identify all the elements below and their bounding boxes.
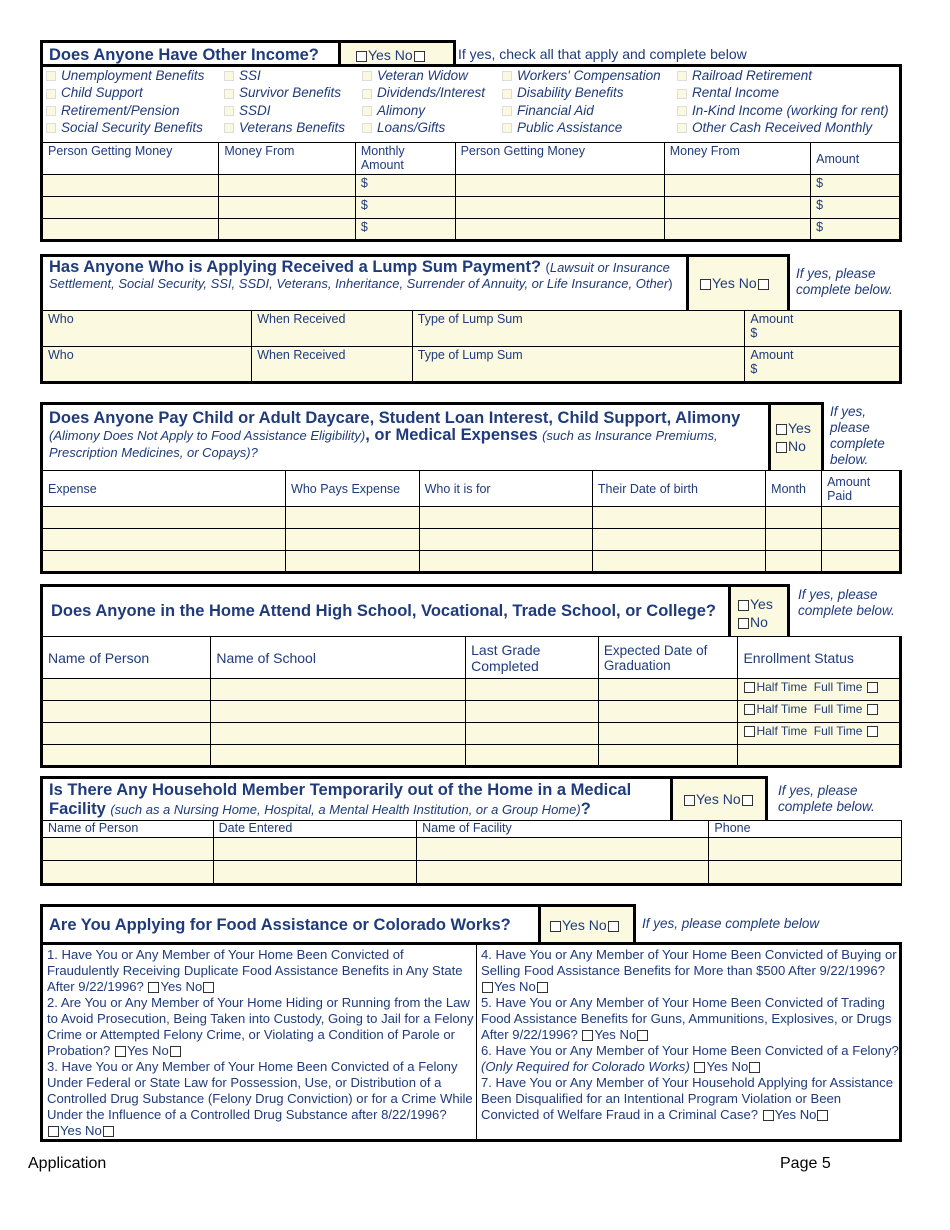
income-type-option[interactable] [502, 84, 661, 101]
type-lump-sum-cell[interactable]: Type of Lump Sum [412, 347, 745, 383]
cell-input[interactable] [419, 529, 592, 551]
cell-input[interactable] [419, 507, 592, 529]
col-who-pays: Who Pays Expense [286, 471, 420, 507]
table-row [42, 529, 901, 551]
full-time-checkbox[interactable] [867, 726, 878, 737]
income-type-checkbox[interactable] [502, 71, 512, 81]
income-type-column [224, 67, 345, 136]
income-type-checkbox[interactable] [224, 106, 234, 116]
cell-input[interactable] [664, 175, 810, 197]
cell-input[interactable] [42, 197, 219, 219]
cell-input[interactable] [466, 679, 599, 701]
lump-sum-subtitle: Lawsuit or Insurance Settlement, Social Security, SSI, SSDI, Veterans, Inheritance, Surrender of Annuity, or Life Insurance, Other [49, 260, 670, 291]
income-type-option[interactable] [362, 84, 485, 101]
school-title: Does Anyone in the Home Attend High School, Vocational, Trade School, or College? [51, 602, 716, 620]
other-income-note: If yes, check all that apply and complete below [458, 46, 747, 62]
cell-input[interactable] [213, 838, 417, 861]
cell-input[interactable] [738, 745, 901, 767]
cell-input[interactable] [592, 529, 765, 551]
enrollment-cell: Half Time Full Time [738, 723, 901, 745]
lump-sum-yes-checkbox[interactable] [700, 279, 711, 290]
cell-input[interactable] [598, 679, 738, 701]
cell-input[interactable] [42, 723, 211, 745]
questions-right [481, 947, 899, 1123]
col-last-grade: Last Grade Completed [466, 637, 599, 679]
footer-left: Application [28, 1155, 107, 1172]
income-type-label: Rental Income [692, 85, 780, 101]
cell-input[interactable] [219, 219, 356, 241]
cell-input[interactable] [42, 529, 286, 551]
cell-input[interactable] [419, 551, 592, 573]
table-row [42, 347, 901, 383]
who-cell[interactable]: Who [42, 347, 252, 383]
income-type-label: Other Cash Received Monthly [692, 119, 873, 135]
q3-yes-checkbox[interactable] [48, 1126, 59, 1137]
cell-input[interactable] [766, 529, 822, 551]
income-type-label: Social Security Benefits [61, 119, 203, 135]
amount-cell[interactable]: Amount $ [745, 311, 901, 347]
col-expense: Expense [42, 471, 286, 507]
food-assistance-section [40, 904, 902, 1142]
cell-input[interactable] [822, 551, 901, 573]
full-time-checkbox[interactable] [867, 704, 878, 715]
income-type-label: Railroad Retirement [692, 68, 813, 83]
cell-input[interactable] [664, 197, 810, 219]
income-type-checkbox[interactable] [46, 71, 56, 81]
cell-input[interactable] [42, 175, 219, 197]
question-7: 7. Have You or Any Member of Your Household Applying for Assistance Been Disqualified for an Intentional Program Violation or Been Convicted of Welfare Fraud in a Criminal Case? Yes No [481, 1075, 893, 1122]
cell-input[interactable] [42, 861, 214, 885]
income-type-option[interactable] [224, 119, 345, 136]
cell-input[interactable] [822, 529, 901, 551]
q4-no-checkbox[interactable] [537, 982, 548, 993]
enrollment-cell: Half Time Full Time [738, 701, 901, 723]
q7-yes-checkbox[interactable] [763, 1110, 774, 1121]
other-income-yes-no: Yes No [338, 40, 456, 66]
col-date-of-birth: Their Date of birth [592, 471, 765, 507]
income-type-option[interactable] [502, 67, 661, 84]
col-phone: Phone [709, 821, 902, 838]
cell-input[interactable]: $ [811, 197, 901, 219]
medical-facility-note: If yes, please complete below. [778, 783, 875, 814]
income-type-label: In-Kind Income (working for rent) [692, 102, 889, 118]
table-row [42, 745, 901, 767]
cell-input[interactable] [211, 701, 466, 723]
expenses-no-checkbox[interactable] [776, 442, 787, 453]
other-income-yes-checkbox[interactable] [356, 51, 367, 62]
income-type-option[interactable] [224, 67, 345, 84]
footer-page-number: Page 5 [780, 1155, 831, 1172]
col-name-of-person: Name of Person [42, 821, 214, 838]
who-cell[interactable]: Who [42, 311, 252, 347]
q2-no-checkbox[interactable] [170, 1046, 181, 1057]
income-type-option[interactable] [502, 119, 661, 136]
cell-input[interactable] [598, 701, 738, 723]
cell-input[interactable]: $ [811, 175, 901, 197]
question-3: 3. Have You or Any Member of Your Home Been Convicted of a Felony Under Federal or State Law for Possession, Use, or Distribution of a Controlled Drug Substance (Felony Drug Conviction) or for a Crime While Under the Influence of a Controlled Drug Substance after 8/22/1996? Yes No [47, 1059, 473, 1138]
income-type-column [502, 67, 661, 136]
table-row [42, 175, 901, 197]
table-row [42, 219, 901, 241]
question-2: 2. Are You or Any Member of Your Home Hiding or Running from the Law to Avoid Prosecution, Being Taken into Custody, Going to Jail for a Felony Crime or Attempted Felony Crime, or Violating a Condition of Parole or Probation? Yes No [47, 995, 474, 1058]
col-amount-paid: Amount Paid [822, 471, 901, 507]
medical-facility-title: Is There Any Household Member Temporarily out of the Home in a Medical Facility [49, 781, 632, 818]
lump-sum-note: If yes, please complete below. [796, 266, 893, 297]
when-received-cell[interactable]: When Received [252, 311, 413, 347]
cell-input[interactable] [219, 175, 356, 197]
income-type-checkbox[interactable] [46, 106, 56, 116]
full-time-checkbox[interactable] [867, 682, 878, 693]
expenses-table [40, 470, 902, 574]
income-type-label: Child Support [61, 85, 143, 101]
income-type-option[interactable] [224, 102, 345, 119]
cell-input[interactable] [598, 745, 738, 767]
medical-facility-table [40, 820, 902, 886]
income-type-label: SSI [239, 68, 261, 83]
cell-input[interactable] [211, 723, 466, 745]
cell-input[interactable] [598, 723, 738, 745]
question-5: 5. Have You or Any Member of Your Home Been Convicted of Trading Food Assistance Benefits for Guns, Ammunitions, Explosives, or Drugs After 9/22/1996? Yes No [481, 995, 892, 1042]
income-type-column [677, 67, 889, 136]
q1-no-checkbox[interactable] [203, 982, 214, 993]
col-who-for: Who it is for [419, 471, 592, 507]
cell-input[interactable] [42, 745, 211, 767]
col-person-getting-money: Person Getting Money [42, 143, 219, 175]
cell-input[interactable] [42, 551, 286, 573]
amount-cell[interactable]: Amount $ [745, 347, 901, 383]
cell-input[interactable]: $ [811, 219, 901, 241]
table-row [42, 861, 902, 885]
half-time-checkbox[interactable] [744, 682, 755, 693]
cell-input[interactable] [42, 838, 214, 861]
cell-input[interactable] [709, 838, 902, 861]
food-questions-box [40, 942, 902, 1142]
col-enrollment-status: Enrollment Status [738, 637, 901, 679]
col-person-getting-money-2: Person Getting Money [455, 143, 664, 175]
question-4: 4. Have You or Any Member of Your Home Been Convicted of Buying or Selling Food Assistance Benefits for More than $500 After 9/22/1996? Yes No [481, 947, 897, 994]
income-type-checkbox[interactable] [677, 89, 687, 99]
table-row [42, 701, 901, 723]
cell-input[interactable] [219, 197, 356, 219]
school-table [40, 636, 902, 768]
school-section [40, 584, 902, 770]
medical-facility-section: Is There Any Household Member Temporarily out of the Home in a Medical Facility (such as a Nursing Home, Hospital, a Mental Health Institution, or a Group Home)? Yes No If yes, please complete below. Name of Person Date Entered Name of Facility Phone [40, 776, 902, 888]
q6-yes-checkbox[interactable] [694, 1062, 705, 1073]
income-type-checkbox[interactable] [362, 106, 372, 116]
col-monthly-amount: Monthly Amount [355, 143, 455, 175]
lump-sum-title: Has Anyone Who is Applying Received a Lump Sum Payment? [49, 258, 542, 276]
income-type-label: Public Assistance [517, 119, 623, 135]
lump-sum-section: Has Anyone Who is Applying Received a Lump Sum Payment? (Lawsuit or Insurance Settlement, Social Security, SSI, SSDI, Veterans, Inheritance, Surrender of Annuity, or Life Insurance, Other) Yes No If yes, please complete below. Who When Received Type of Lump Sum Amount $ Who When Received Type of Lump Sum Amount $ [40, 254, 902, 394]
medical-facility-no-checkbox[interactable] [742, 795, 753, 806]
school-yes-no: Yes No [728, 584, 790, 638]
cell-input[interactable] [766, 551, 822, 573]
food-assistance-note: If yes, please complete below [642, 916, 820, 931]
col-month: Month [766, 471, 822, 507]
income-type-label: Alimony [377, 102, 426, 118]
income-type-checkbox[interactable] [502, 89, 512, 99]
lump-sum-table [40, 310, 902, 384]
income-type-option[interactable] [677, 84, 889, 101]
income-type-option[interactable] [46, 102, 204, 119]
cell-input[interactable] [42, 219, 219, 241]
income-type-label: Financial Aid [517, 102, 594, 118]
income-type-option[interactable] [677, 119, 889, 136]
table-row [42, 197, 901, 219]
income-type-checkbox[interactable] [677, 123, 687, 133]
col-name-of-facility: Name of Facility [417, 821, 709, 838]
cell-input[interactable] [417, 861, 709, 885]
income-type-checkbox[interactable] [362, 123, 372, 133]
income-type-option[interactable] [46, 67, 204, 84]
cell-input[interactable]: $ [355, 219, 455, 241]
cell-input[interactable] [455, 197, 664, 219]
q3-no-checkbox[interactable] [103, 1126, 114, 1137]
food-assistance-title: Are You Applying for Food Assistance or Colorado Works? [49, 916, 511, 934]
other-income-table [40, 142, 902, 242]
income-type-label: Unemployment Benefits [61, 68, 205, 83]
col-amount: Amount [811, 143, 901, 175]
enrollment-cell: Half Time Full Time [738, 679, 901, 701]
income-type-column [46, 67, 204, 136]
q7-no-checkbox[interactable] [817, 1110, 828, 1121]
cell-input[interactable]: $ [355, 197, 455, 219]
medical-facility-yes-checkbox[interactable] [684, 795, 695, 806]
cell-input[interactable] [466, 723, 599, 745]
income-type-option[interactable] [362, 102, 485, 119]
question-1: 1. Have You or Any Member of Your Home Been Convicted of Fraudulently Receiving Duplicate Food Assistance Benefits in Any State After 9/22/1996? Yes No [47, 947, 463, 994]
income-type-option[interactable] [46, 84, 204, 101]
cell-input[interactable] [417, 838, 709, 861]
income-type-label: Retirement/Pension [61, 102, 180, 118]
col-graduation-date: Expected Date of Graduation [598, 637, 738, 679]
income-type-checkbox[interactable] [224, 71, 234, 81]
cell-input[interactable] [592, 507, 765, 529]
income-type-column [362, 67, 485, 136]
cell-input[interactable]: $ [355, 175, 455, 197]
income-type-checkbox[interactable] [46, 89, 56, 99]
income-type-checkbox[interactable] [502, 123, 512, 133]
cell-input[interactable] [286, 529, 420, 551]
cell-input[interactable] [455, 219, 664, 241]
income-type-checkbox[interactable] [224, 89, 234, 99]
expenses-yes-checkbox[interactable] [776, 424, 787, 435]
cell-input[interactable] [42, 701, 211, 723]
half-time-checkbox[interactable] [744, 704, 755, 715]
school-yes-checkbox[interactable] [738, 600, 749, 611]
cell-input[interactable] [466, 701, 599, 723]
cell-input[interactable] [766, 507, 822, 529]
income-type-checkbox[interactable] [362, 71, 372, 81]
q1-yes-checkbox[interactable] [148, 982, 159, 993]
income-type-label: Workers' Compensation [517, 68, 661, 83]
income-type-label: Loans/Gifts [377, 119, 446, 135]
half-time-checkbox[interactable] [744, 726, 755, 737]
table-row [42, 507, 901, 529]
type-lump-sum-cell[interactable]: Type of Lump Sum [412, 311, 745, 347]
q6-no-checkbox[interactable] [749, 1062, 760, 1073]
col-money-from-2: Money From [664, 143, 810, 175]
cell-input[interactable] [664, 219, 810, 241]
when-received-cell[interactable]: When Received [252, 347, 413, 383]
lump-sum-yes-no: Yes No [686, 254, 790, 312]
other-income-section [40, 40, 902, 245]
food-assistance-yes-checkbox[interactable] [550, 921, 561, 932]
income-type-option[interactable] [224, 84, 345, 101]
cell-input[interactable] [286, 507, 420, 529]
q2-yes-checkbox[interactable] [115, 1046, 126, 1057]
income-type-label: Dividends/Interest [377, 85, 486, 101]
income-type-label: Survivor Benefits [239, 85, 342, 101]
table-row [42, 838, 902, 861]
cell-input[interactable] [455, 175, 664, 197]
medical-facility-yes-no: Yes No [670, 776, 768, 820]
cell-input[interactable] [42, 679, 211, 701]
food-assistance-no-checkbox[interactable] [608, 921, 619, 932]
cell-input[interactable] [211, 679, 466, 701]
income-type-option[interactable] [362, 67, 485, 84]
income-type-label: Veteran Widow [377, 68, 468, 83]
income-type-checkbox[interactable] [677, 106, 687, 116]
cell-input[interactable] [286, 551, 420, 573]
col-name-of-person: Name of Person [42, 637, 211, 679]
income-type-option[interactable] [677, 102, 889, 119]
income-type-label: SSDI [239, 102, 271, 118]
income-type-checkbox[interactable] [46, 123, 56, 133]
table-row [42, 679, 901, 701]
col-money-from: Money From [219, 143, 356, 175]
table-row [42, 311, 901, 347]
other-income-no-checkbox[interactable] [414, 51, 425, 62]
col-name-of-school: Name of School [211, 637, 466, 679]
income-type-option[interactable] [362, 119, 485, 136]
expenses-yes-no: Yes No [768, 402, 824, 470]
expenses-section: Does Anyone Pay Child or Adult Daycare, Student Loan Interest, Child Support, Alimony (Alimony Does Not Apply to Food Assistance Eligibility), or Medical Expenses (such as Insurance Premiums, Prescription Medicines, or Copays)? Yes No If yes, please complete below. Expense Who Pays Expense Who it is for Their Date of birth Month Amount Paid [40, 402, 902, 578]
q4-yes-checkbox[interactable] [482, 982, 493, 993]
q5-no-checkbox[interactable] [637, 1030, 648, 1041]
cell-input[interactable] [466, 745, 599, 767]
income-type-option[interactable] [502, 102, 661, 119]
cell-input[interactable] [213, 861, 417, 885]
food-assistance-yes-no: Yes No [538, 904, 636, 944]
question-6: 6. Have You or Any Member of Your Home Been Convicted of a Felony? (Only Required for Colorado Works) Yes No [481, 1043, 899, 1074]
cell-input[interactable] [822, 507, 901, 529]
income-type-option[interactable] [46, 119, 204, 136]
table-row [42, 551, 901, 573]
col-date-entered: Date Entered [213, 821, 417, 838]
school-note: If yes, please complete below. [798, 587, 895, 618]
cell-input[interactable] [709, 861, 902, 885]
other-income-title: Does Anyone Have Other Income? [49, 46, 319, 64]
lump-sum-no-checkbox[interactable] [758, 279, 769, 290]
cell-input[interactable] [211, 745, 466, 767]
income-type-option[interactable] [677, 67, 889, 84]
school-no-checkbox[interactable] [738, 618, 749, 629]
expenses-note: If yes, please complete below. [830, 404, 885, 467]
income-type-checkbox[interactable] [362, 89, 372, 99]
income-type-checkbox[interactable] [502, 106, 512, 116]
expenses-title: Does Anyone Pay Child or Adult Daycare, Student Loan Interest, Child Support, Alimony [49, 409, 741, 427]
income-type-checkbox[interactable] [677, 71, 687, 81]
income-type-label: Veterans Benefits [239, 119, 346, 135]
income-type-label: Disability Benefits [517, 85, 624, 101]
questions-left [47, 947, 475, 1139]
cell-input[interactable] [42, 507, 286, 529]
income-type-checkbox[interactable] [224, 123, 234, 133]
q5-yes-checkbox[interactable] [582, 1030, 593, 1041]
table-row [42, 723, 901, 745]
cell-input[interactable] [592, 551, 765, 573]
